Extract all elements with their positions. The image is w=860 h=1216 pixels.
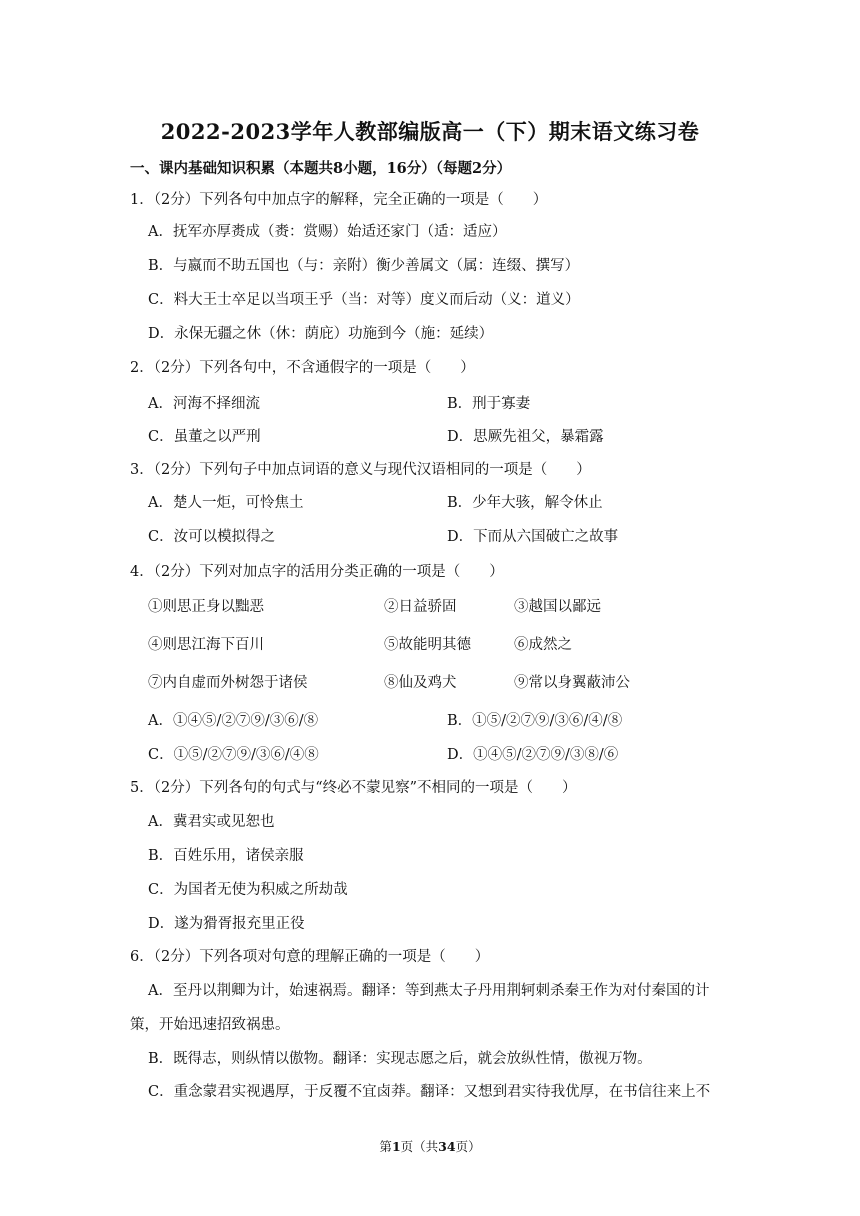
question-4-item: ⑤故能明其德	[384, 637, 471, 653]
question-6-stem: 6．（2分）下列各项对句意的理解正确的一项是（ ）	[130, 949, 490, 965]
question-5-option-c: C．为国者无使为积威之所劫哉	[148, 882, 348, 898]
question-6-option-b: B．既得志，则纵情以傲物。翻译：实现志愿之后，就会放纵性情，傲视万物。	[148, 1051, 652, 1067]
page-title: 2022-2023学年人教部编版高一（下）期末语文练习卷	[160, 119, 700, 144]
question-6-option-c: C．重念蒙君实视遇厚，于反覆不宜卤莽。翻译：又想到君实待我优厚，在书信往来上不	[148, 1084, 711, 1100]
question-1-stem: 1．（2分）下列各句中加点字的解释，完全正确的一项是（ ）	[130, 192, 548, 208]
question-4-item: ⑥成然之	[514, 637, 572, 653]
question-2-option-c: C．虽董之以严刑	[148, 429, 261, 445]
question-2-option-a: A．河海不择细流	[148, 396, 260, 412]
question-1-option-c: C．料大王士卒足以当项王乎（当：对等）度义而后动（义：道义）	[148, 292, 580, 308]
question-2-stem: 2．（2分）下列各句中，不含通假字的一项是（ ）	[130, 360, 475, 376]
question-3-stem: 3．（2分）下列句子中加点词语的意义与现代汉语相同的一项是（ ）	[130, 462, 591, 478]
question-4-option-b: B．①⑤/②⑦⑨/③⑥/④/⑧	[447, 713, 623, 729]
question-4-option-a: A．①④⑤/②⑦⑨/③⑥/⑧	[148, 713, 319, 729]
question-5-option-d: D．遂为猾胥报充里正役	[148, 916, 305, 932]
page-number: 1	[391, 1139, 401, 1154]
question-4-stem: 4．（2分）下列对加点字的活用分类正确的一项是（ ）	[130, 564, 504, 580]
question-1-option-b: B．与嬴而不助五国也（与：亲附）衡少善属文（属：连缀、撰写）	[148, 258, 580, 274]
question-4-item: ③越国以鄙远	[514, 599, 601, 615]
question-5-option-b: B．百姓乐用，诸侯亲服	[148, 848, 304, 864]
page-footer	[0, 1137, 860, 1155]
footer-middle: 页（共	[400, 1139, 439, 1154]
question-4-item: ④则思江海下百川	[148, 637, 264, 653]
question-2-option-b: B．刑于寡妻	[447, 396, 531, 412]
question-4-option-d: D．①④⑤/②⑦⑨/③⑧/⑥	[447, 747, 619, 763]
question-4-item: ⑧仙及鸡犬	[384, 675, 457, 691]
question-4-option-c: C．①⑤/②⑦⑨/③⑥/④⑧	[148, 747, 319, 763]
question-1-option-a: A．抚军亦厚赉成（赉：赏赐）始适还家门（适：适应）	[148, 224, 507, 240]
question-4-item: ⑨常以身翼蔽沛公	[514, 675, 630, 691]
question-4-item: ②日益骄固	[384, 599, 457, 615]
question-5-option-a: A．冀君实或见恕也	[148, 814, 275, 830]
question-2-option-d: D．思厥先祖父，暴霜露	[447, 429, 604, 445]
question-3-option-c: C．汝可以模拟得之	[148, 529, 276, 545]
total-pages: 34	[438, 1139, 456, 1154]
question-1-option-d: D．永保无疆之休（休：荫庇）功施到今（施：延续）	[148, 326, 494, 342]
footer-suffix: 页）	[455, 1139, 481, 1154]
question-6-option-a-continued: 策，开始迅速招致祸患。	[130, 1017, 290, 1033]
question-3-option-d: D．下而从六国破亡之故事	[447, 529, 619, 545]
section-heading: 一、课内基础知识积累（本题共8小题，16分）（每题2分）	[130, 160, 512, 177]
question-5-stem: 5．（2分）下列各句的句式与“终必不蒙见察”不相同的一项是（ ）	[130, 780, 577, 796]
question-4-item: ⑦内自虚而外树怨于诸侯	[148, 675, 308, 691]
footer-prefix: 第	[379, 1139, 392, 1154]
question-3-option-b: B．少年大骇，解令休止	[447, 495, 603, 511]
question-4-item: ①则思正身以黜恶	[148, 599, 264, 615]
question-3-option-a: A．楚人一炬，可怜焦土	[148, 495, 304, 511]
question-6-option-a: A．至丹以荆卿为计，始速祸焉。翻译：等到燕太子丹用荆轲刺杀秦王作为对付秦国的计	[148, 983, 710, 999]
